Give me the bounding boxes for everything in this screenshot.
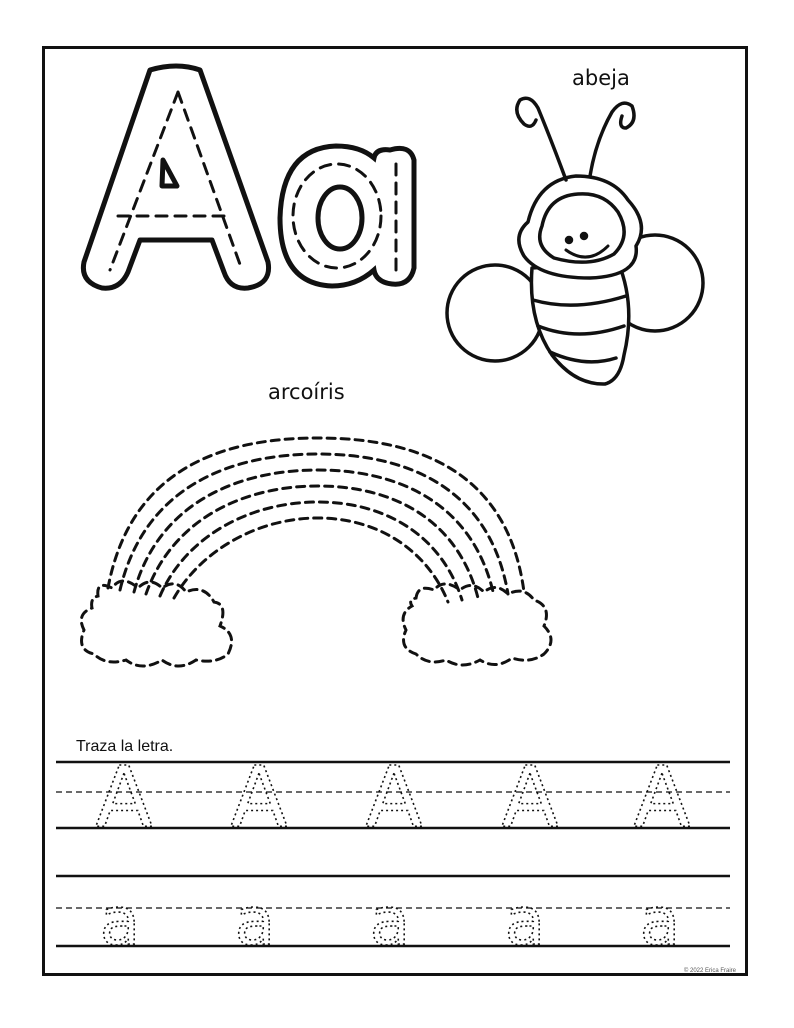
trace-letter-upper: A <box>501 748 559 846</box>
trace-letter-lower: a <box>639 883 681 960</box>
bee-icon <box>447 98 703 384</box>
tracing-lowercase-letters <box>100 883 680 960</box>
trace-letter-lower: a <box>504 883 546 960</box>
rainbow-icon <box>81 438 551 666</box>
trace-letter-lower: a <box>234 883 276 960</box>
copyright-notice: © 2022 Erica Fraire <box>683 968 736 974</box>
trace-letter-lower: a <box>99 883 141 960</box>
rainbow-word-label: arcoíris <box>268 380 345 404</box>
trace-letter-upper: A <box>365 748 423 846</box>
trace-letter-lower: a <box>369 883 411 960</box>
trace-letter-upper: A <box>95 748 153 846</box>
big-letter-lowercase-a <box>280 146 414 286</box>
bee-word-label: abeja <box>572 66 630 90</box>
big-letter-uppercase-a <box>83 66 268 288</box>
trace-instruction: Traza la letra. <box>76 738 174 755</box>
trace-letter-upper: A <box>633 748 691 846</box>
trace-letter-upper: A <box>230 748 288 846</box>
